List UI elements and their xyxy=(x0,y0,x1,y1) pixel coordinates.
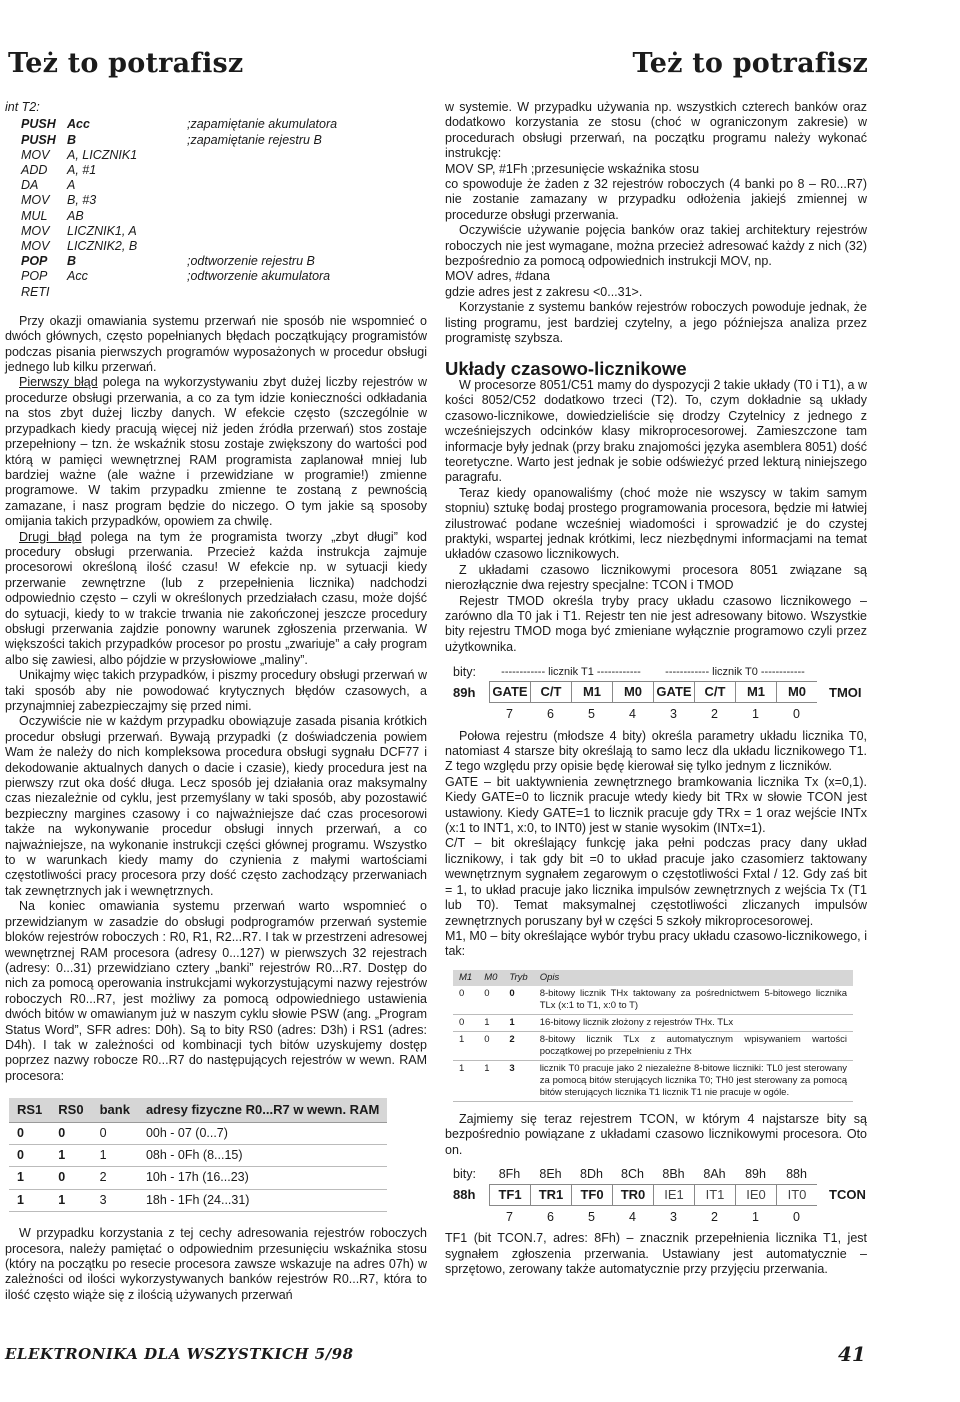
bit-number: 4 xyxy=(629,707,636,722)
register-banks-table xyxy=(9,1098,387,1212)
code-op: ADD xyxy=(21,163,48,178)
code-comment xyxy=(187,193,427,208)
paragraph: Oczywiście nie w każdym przypadku obowiązuje zasada pisania krótkich procedur obsługi przerwań. Bywają przypadki (z doświadczenia powiem Wam że należy do nich kompleksowa procedura obsługi sygnału DCF77 i dekodowanie aktualnych danych o dacie i czasie), kiedy procedura jest na pierwszy rzut oka dość długa. Lecz sposób jej działania oraz maksymalny czas niezależnie od cyklu, jest przemyślany w taki sposób, aby pozostawić bezpieczny margines czasowy i co najważniejsze dać czas procesorowi także na wykonywanie procedur obsługi innych przerwań, a co najważniejsze, na wykonanie instrukcji części głównej programu. Wszystko to w warunkach kiedy mamy do czynienia z małymi wartościami częstotliwości pracy procesora przy dość często zachodzący przerwaniach tak zewnętrznych jak i wewnętrznych. xyxy=(5,714,427,898)
table-row xyxy=(453,986,853,1015)
paragraph: Przy okazji omawiania systemu przerwań nie sposób nie wspomnieć o dwóch głównych, często popełnianych błędach początkujący programistów podczas pisania pierwszych programów wyposażonych w procedur obsługi jednego lub kilku przerwań. xyxy=(5,313,427,375)
code-arg: Acc xyxy=(67,117,90,132)
table-row xyxy=(453,1014,853,1031)
paragraph: – znacznik przepełnienia licznika T1, jest sygnałem zgłoszenia przerwania. Ustawiany jest automatycznie – sprzętowo, zerowany także automatycznie przy przyjęciu przerwania. xyxy=(445,1231,867,1277)
table-cell: 0 xyxy=(453,986,478,1015)
paragraph: – bity określające wybór trybu pracy układu czasowo-licznikowego, i tak: xyxy=(445,928,867,959)
table-cell: 2 xyxy=(503,1031,533,1060)
bits-label: bity: xyxy=(453,1167,476,1182)
code-comment xyxy=(187,148,427,163)
footer-magazine: ELEKTRONIKA DLA WSZYSTKICH 5/98 xyxy=(5,1345,354,1363)
page-header-left: Też to potrafisz xyxy=(8,48,244,79)
register-bit: M0 xyxy=(776,681,817,703)
code-op: PUSH xyxy=(21,132,56,147)
bit-number: 0 xyxy=(793,1209,800,1224)
code-arg: LICZNIK1, A xyxy=(67,223,137,238)
table-cell: 1 xyxy=(453,1031,478,1060)
code-listing xyxy=(21,117,427,299)
table-cell: 10h - 17h (16...23) xyxy=(138,1167,387,1189)
register-name: TCON xyxy=(829,1187,866,1203)
register-bit: IE0 xyxy=(735,1184,776,1206)
paragraph: Teraz kiedy opanowaliśmy (choć może nie wszyscy w takim samym stopniu) sztukę bodaj prostego programowania procesora, będzie mi łatwiej zilustrować podane wcześniej wiadomości i sprowadzić je do czystej praktyki, wspartej jednak krótkimi, lecz niezbędnymi informacjami na temat układów czasowo licznikowych. xyxy=(445,485,867,562)
paragraph: polega na wykorzystywaniu zbyt dużej liczby rejestrów w procedurze obsługi przerwania, a co za tym idzie konieczności odkładania na stos zbyt dużej liczby danych. W efekcie często (szczególnie w przypadkach kiedy pracują więcej niż jeden źródła przerwań) stos zostaje przepełniony – tzn. że wskaźnik stosu zostaje zwiększony do wartości pod którą w pamięci wewnętrznej RAM programista zaplanował mniej lub bardziej ważne (ale ważne i przewidziane w programie!) zmienne programowe. W takim przypadku zmienne te zostaną z pewnością zamazane, i nasz program będzie do niczego. O tym jakie są sposoby omijania takich przypadków, opowiem za chwilę. xyxy=(5,375,427,529)
page-number: 41 xyxy=(838,1342,866,1366)
register-bit: TR1 xyxy=(530,1184,571,1206)
bit-number: 3 xyxy=(670,1209,677,1224)
bit-address: 89h xyxy=(745,1167,766,1182)
paragraph: Korzystanie z systemu banków rejestrów roboczych powoduje jednak, że listing programu, jest bardziej czytelny, a jego późniejsza analiza przez programistę szybsza. xyxy=(445,300,867,346)
code-comment xyxy=(187,239,427,254)
register-bit: TF1 xyxy=(489,1184,530,1206)
paragraph: W procesorze 8051/C51 mamy do dyspozycji 2 takie układy (T0 i T1), a w kości 8052/C52 dodatkowo trzeci (T2). To, czym dokładnie są układy czasowo-licznikowe, dowiedzieliście się drodzy Czytelnicy z jednego z wcześniejszych odcinków klasy mikroprocesorowej. Zamieszczone tam informacje były jednak (przy braku znajomości języka asemblera 8051) dość teoretyczne. Warto jest jednak je sobie odświeżyć przed lekturą niniejszego paragrafu. xyxy=(445,377,867,485)
table-cell: 0 xyxy=(453,1014,478,1031)
paragraph: w systemie. W przypadku używania np. wszystkich czterech banków oraz dodatkowo korzystania ze stosu (choć w ograniczonym zakresie) w procedurach obsługi przerwań, na początku programu należy wykonać instrukcję: xyxy=(445,100,867,161)
paragraph: co spowoduje że żaden z 32 rejestrów roboczych (4 banki po 8 – R0...R7) nie zostanie zamazany w przypadku odłożenia jakiejś zmiennej w procedurze obsługi przerwania. xyxy=(445,177,867,222)
code-op: MUL xyxy=(21,208,48,223)
table-header: bank xyxy=(92,1098,138,1122)
bit-address: 8Ah xyxy=(703,1167,726,1182)
bit-address: 8Eh xyxy=(539,1167,562,1182)
table-cell: 16-bitowy licznik złożony z rejestrów THx. TLx xyxy=(534,1014,853,1031)
bit-number: 6 xyxy=(547,1209,554,1224)
table-row xyxy=(9,1122,387,1144)
table-cell: 1 xyxy=(50,1144,91,1166)
paragraph: Oczywiście używanie pojęcia banków oraz takiej architektury rejestrów roboczych nie jest wymagane, można przecież adresować każdy z nich (32) bezpośrednio za pomocą odpowiednich instrukcji MOV, np. xyxy=(445,223,867,269)
tcon-register-diagram xyxy=(453,1166,867,1225)
table-cell: 0 xyxy=(92,1122,138,1144)
paragraph: Na koniec omawiania systemu przerwań warto wspomnieć o przewidzianym w zasadzie do obsługi podprogramów przerwań systemie bloków rejestrów roboczych : R0, R1, R2...R7. I tak w przestrzeni adresowej wewnętrznej RAM procesora (adresy 0...127) w pierwszych 32 rejestrach (adresy: 0...31) przewidziano cztery „banki” rejestrów R0...R7. Dostęp do nich za pomocą operowania instrukcjami wykorzystującymi nazwy rejestrów roboczych R0...R7, jest możliwy za pomocą odpowiedniego ustawienia dwóch bitów w omawianym już w naszym cyklu słowie PSW (ang. „Program Status Word”, SFR adres: D0h). Są to bity RS0 (adres: D3h) i RS1 (adres: D4h). I tak w zależności od kombinacji tych bitów uzyskujemy dostęp poprzez nazwy robocze R0...R7 do następujących rejestrów w wewn. RAM procesora: xyxy=(5,899,427,1083)
bit-number: 6 xyxy=(547,707,554,722)
register-bit: M1 xyxy=(735,681,776,703)
page-header-right: Też to potrafisz xyxy=(632,48,868,79)
code-comment xyxy=(187,178,427,193)
code-op: POP xyxy=(21,254,48,269)
group-label-t0: ------------ licznik T0 ------------ xyxy=(665,665,805,678)
register-address: 89h xyxy=(453,684,476,700)
code-op: MOV xyxy=(21,193,50,208)
code-op: RETI xyxy=(21,284,50,299)
register-bit: C/T xyxy=(694,681,735,703)
section-title: Układy czasowo-licznikowe xyxy=(445,357,687,379)
code-comment xyxy=(187,163,427,178)
code-op: POP xyxy=(21,269,48,284)
paragraph-lead: C/T xyxy=(445,836,465,851)
bit-number: 5 xyxy=(588,1209,595,1224)
code-comment xyxy=(187,209,427,224)
paragraph: Połowa rejestru (młodsze 4 bity) określa parametry układu licznika T0, natomiast 4 starsze bity określają to samo lecz dla układu licznikowego T1. Z tego względu przy opisie będę kierował się tylko jednym z liczników. xyxy=(445,728,867,774)
bit-number: 2 xyxy=(711,707,718,722)
table-row xyxy=(9,1144,387,1166)
register-bit: GATE xyxy=(489,681,530,703)
register-name: TMOI xyxy=(829,684,862,700)
paragraph: Unikajmy więc takich przypadków, i piszmy procedury obsługi przerwań w taki sposób aby nie powodować krytycznych błędów czasowych, a przynajmniej zabezpieczajmy się przed nimi. xyxy=(5,668,427,713)
paragraph-lead: Drugi błąd xyxy=(19,529,82,544)
code-op: MOV xyxy=(21,147,50,162)
bit-number: 2 xyxy=(711,1209,718,1224)
code-arg: B, #3 xyxy=(67,193,97,208)
bit-address: 8Fh xyxy=(498,1167,521,1182)
group-label-t1: ------------ licznik T1 ------------ xyxy=(501,665,641,678)
register-bit: M0 xyxy=(612,681,653,703)
bit-address: 88h xyxy=(786,1167,807,1182)
code-op: MOV xyxy=(21,223,50,238)
table-cell: 0 xyxy=(503,986,533,1015)
code-comment xyxy=(187,224,427,239)
code-comment: ;odtworzenie rejestru B xyxy=(187,254,315,269)
table-cell: 3 xyxy=(503,1060,533,1101)
right-column xyxy=(445,100,867,1278)
code-line: MOV SP, #1Fh ;przesunięcie wskaźnika stosu xyxy=(445,161,700,176)
paragraph-lead: M1, M0 xyxy=(445,928,487,943)
table-header: RS0 xyxy=(50,1098,91,1122)
table-row xyxy=(9,1189,387,1211)
table-cell: 18h - 1Fh (24...31) xyxy=(138,1189,387,1211)
code-comment: ;zapamiętanie akumulatora xyxy=(187,117,338,132)
code-arg: A xyxy=(67,178,76,193)
table-cell: 1 xyxy=(92,1144,138,1166)
table-row xyxy=(453,1060,853,1101)
table-cell: 0 xyxy=(9,1144,50,1166)
code-comment: ;zapamiętanie rejestru B xyxy=(187,132,322,147)
bit-number: 3 xyxy=(670,707,677,722)
register-bit: IT1 xyxy=(694,1184,735,1206)
table-cell: 1 xyxy=(453,1060,478,1101)
register-bit: GATE xyxy=(653,681,694,703)
left-column xyxy=(5,100,427,1303)
table-cell: 0 xyxy=(50,1167,91,1189)
table-cell: 8-bitowy licznik TLx z automatycznym wpisywaniem wartości początkowej po przepełnieniu z THx xyxy=(534,1031,853,1060)
table-cell: licznik T0 pracuje jako 2 niezależne 8-bitowe liczniki: TL0 jest sterowany za pomocą bitów sterujących licznika T0; TH0 jest sterowany za pomocą bitów sterujących licznika T1 licznik T1 nie pracuje w ogóle. xyxy=(534,1060,853,1101)
code-label: int T2: xyxy=(5,100,40,114)
table-header: Tryb xyxy=(503,970,533,986)
bit-number: 5 xyxy=(588,707,595,722)
paragraph: – bit określający funkcję jaka pełni podczas pracy dany układ licznikowy, i tak gdy bit =0 to układ pracuje jako czasomierz taktowany wewnętrznym sygnałem zegarowym o częstotliwości Fxtal / 12. Gdy zaś bit = 1, to układ pracuje jako licznika impulsów zewnętrznych z wejścia Tx (T1 lub T0). Temat maksymalnej częstotliwości zliczanych impulsów zewnętrznych poruszany był w części 5 szkoły mikroprocesorowej. xyxy=(445,836,867,928)
code-arg: B xyxy=(67,132,77,147)
code-op: MOV xyxy=(21,239,50,254)
code-op: PUSH xyxy=(21,117,56,132)
table-cell: 8-bitowy licznik THx taktowany za pośrednictwem 5-bitowego licznika TLx (x:1 to T1, x:0 to T) xyxy=(534,986,853,1015)
paragraph: Zajmiemy się teraz rejestrem TCON, w którym 4 najstarsze bity są bezpośrednio powiązane z układami czasowo licznikowymi procesora. Oto on. xyxy=(445,1111,867,1157)
code-comment: ;odtworzenie akumulatora xyxy=(187,269,331,284)
table-cell: 2 xyxy=(92,1167,138,1189)
paragraph: – bit uaktywnienia zewnętrznego bramkowania licznika Tx (x=0,1). Kiedy GATE=0 to licznik pracuje wtedy kiedy bit TRx w słowie TCON jest ustawiony. Kiedy GATE=1 to licznik pracuje gdy TRx = 1 oraz wejście INTx (x:1 to INT1, x:0, to INT0) jest w stanie wysokim (INTx=1). xyxy=(445,774,867,836)
bit-address: 8Bh xyxy=(662,1167,685,1182)
table-cell: 0 xyxy=(478,1031,503,1060)
table-cell: 1 xyxy=(9,1167,50,1189)
bit-address: 8Dh xyxy=(580,1167,603,1182)
table-cell: 1 xyxy=(503,1014,533,1031)
table-cell: 0 xyxy=(478,986,503,1015)
code-comment xyxy=(187,285,427,300)
table-cell: 0 xyxy=(9,1122,50,1144)
code-line: gdzie adres jest z zakresu <0...31>. xyxy=(445,284,643,299)
register-bit: TF0 xyxy=(571,1184,612,1206)
tmod-register-diagram xyxy=(453,663,867,722)
bit-number: 1 xyxy=(752,707,759,722)
register-bit: TR0 xyxy=(612,1184,653,1206)
table-header: adresy fizyczne R0...R7 w wewn. RAM xyxy=(138,1098,387,1122)
code-arg: A, #1 xyxy=(67,163,97,178)
paragraph: polega na tym że programista tworzy „zbyt długi” kod procedury obsługi przerwania. Przecież każda instrukcja zajmuje procesorowi określoną ilość czasu! W efekcie np. w sytuacji kiedy przerwanie zewnętrzne (lub z przepełnienia licznika) nadchodzi odpowiednio często – czyli w określonych przedziałach czasu, może dojść do sytuacji, kiedy to w trakcie trwania nie zakończonej jeszcze procedury obsługi przerwania zajdzie ponowny warunek zgłoszenia przerwania. W większości takich przypadków procesor po prostu „zwariuje” a cały program albo się zawiesi, albo pójdzie w przysłowiowe „maliny”. xyxy=(5,529,427,667)
table-cell: 1 xyxy=(478,1060,503,1101)
bit-number: 0 xyxy=(793,707,800,722)
register-bit: IT0 xyxy=(776,1184,817,1206)
bits-label: bity: xyxy=(453,664,476,679)
table-header: M0 xyxy=(478,970,503,986)
register-bit: C/T xyxy=(530,681,571,703)
paragraph: W przypadku korzystania z tej cechy adresowania rejestrów roboczych procesora, należy pamiętać o odpowiednim przesunięciu wskaźnika stosu (który na początku po resecie procesora zawsze wskazuje na adres 07h) w zależności od ilości wykorzystywanych banków rejestrów R0...R7, która to ilość często wiąże się z ilością używanych przerwań xyxy=(5,1226,427,1302)
timer-modes-table xyxy=(453,970,853,1102)
paragraph-lead: TF1 (bit TCON.7, adres: 8Fh) xyxy=(445,1231,620,1246)
code-arg: A, LICZNIK1 xyxy=(67,147,138,162)
code-arg: AB xyxy=(67,208,84,223)
table-cell: 08h - 0Fh (8...15) xyxy=(138,1144,387,1166)
table-header: RS1 xyxy=(9,1098,50,1122)
paragraph: Rejestr TMOD określa tryby pracy układu czasowo licznikowego – zarówno dla T0 jak i T1. Rejestr ten nie jest adresowany bitowo. Wszystkie bity rejestru TMOD moga być zmieniane wyłącznie programowo czyli przez użytkownika. xyxy=(445,593,867,654)
table-cell: 0 xyxy=(50,1122,91,1144)
code-arg: LICZNIK2, B xyxy=(67,239,138,254)
table-cell: 1 xyxy=(478,1014,503,1031)
paragraph-lead: Pierwszy błąd xyxy=(19,375,98,390)
bit-number: 7 xyxy=(506,1209,513,1224)
table-header: Opis xyxy=(534,970,853,986)
code-arg xyxy=(67,285,187,300)
register-bit: M1 xyxy=(571,681,612,703)
bit-number: 7 xyxy=(506,707,513,722)
code-line: MOV adres, #dana xyxy=(445,269,550,284)
table-header: M1 xyxy=(453,970,478,986)
table-cell: 1 xyxy=(50,1189,91,1211)
register-address: 88h xyxy=(453,1187,476,1203)
code-arg: Acc xyxy=(67,269,88,284)
code-arg: B xyxy=(67,254,77,269)
table-cell: 1 xyxy=(9,1189,50,1211)
register-bit: IE1 xyxy=(653,1184,694,1206)
table-row xyxy=(453,1031,853,1060)
table-row xyxy=(9,1167,387,1189)
paragraph: Z układami czasowo licznikowymi procesora 8051 związane są nierozłącznie dwa rejestry specjalne: TCON i TMOD xyxy=(445,562,867,593)
bit-address: 8Ch xyxy=(621,1167,644,1182)
bit-number: 4 xyxy=(629,1209,636,1224)
code-op: DA xyxy=(21,178,39,193)
paragraph-lead: GATE xyxy=(445,774,479,789)
table-cell: 00h - 07 (0...7) xyxy=(138,1122,387,1144)
bit-number: 1 xyxy=(752,1209,759,1224)
table-cell: 3 xyxy=(92,1189,138,1211)
